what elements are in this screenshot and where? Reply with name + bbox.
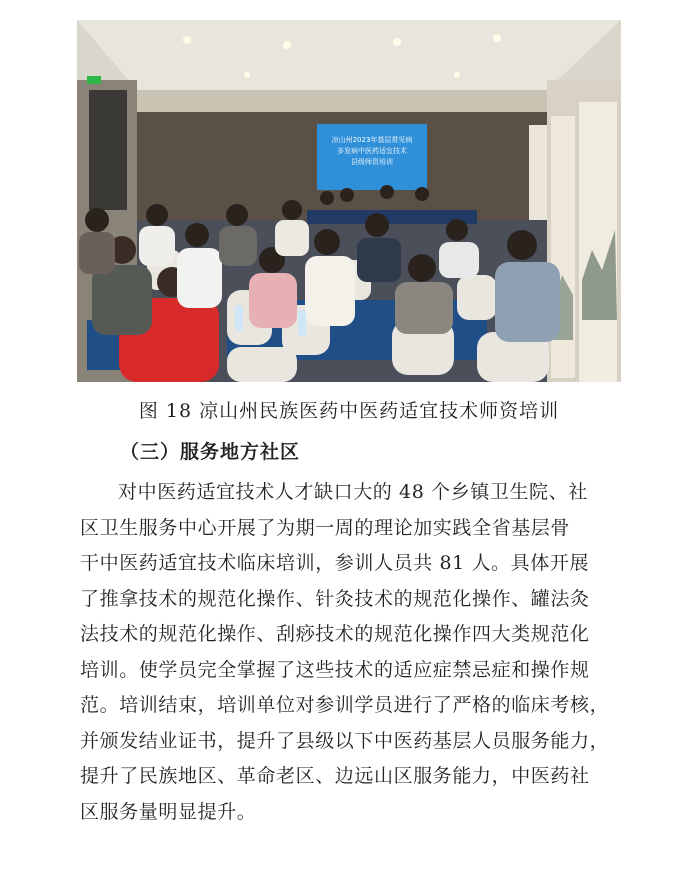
stage-screen: [317, 124, 427, 190]
paragraph-line: 区服务量明显提升。: [80, 800, 257, 823]
paragraph-line: 法技术的规范化操作、刮痧技术的规范化操作四大类规范化: [80, 623, 590, 645]
stage-banner-line: 多发病中医药适宜技术: [337, 147, 407, 155]
figure-caption: 图 18 凉山州民族医药中医药适宜技术师资培训: [138, 400, 560, 422]
paragraph-line: 对中医药适宜技术人才缺口大的 48 个乡镇卫生院、社: [118, 481, 588, 503]
body-paragraph: [80, 475, 640, 830]
stage-banner-line: 凉山州2023年基层常见病: [331, 136, 413, 144]
section-heading: （三）服务地方社区: [120, 441, 301, 463]
paragraph-line: 区卫生服务中心开展了为期一周的理论加实践全省基层骨: [80, 516, 571, 539]
paragraph-line: 了推拿技术的规范化操作、针灸技术的规范化操作、罐法灸: [80, 587, 590, 610]
paragraph-line: 提升了民族地区、革命老区、边远山区服务能力，中医药社: [80, 765, 590, 787]
paragraph-line: 培训。使学员完全掌握了这些技术的适应症禁忌症和操作规: [80, 658, 590, 681]
paragraph-line: 干中医药适宜技术临床培训，参训人员共 81 人。具体开展: [80, 552, 590, 574]
training-room-illustration: [77, 20, 621, 382]
paragraph-line: 并颁发结业证书，提升了县级以下中医药基层人员服务能力，: [80, 729, 610, 752]
stage-banner-line: 县级师资培训: [351, 158, 393, 166]
training-photo: [77, 20, 621, 382]
paragraph-line: 范。培训结束，培训单位对参训学员进行了严格的临床考核，: [80, 694, 610, 716]
